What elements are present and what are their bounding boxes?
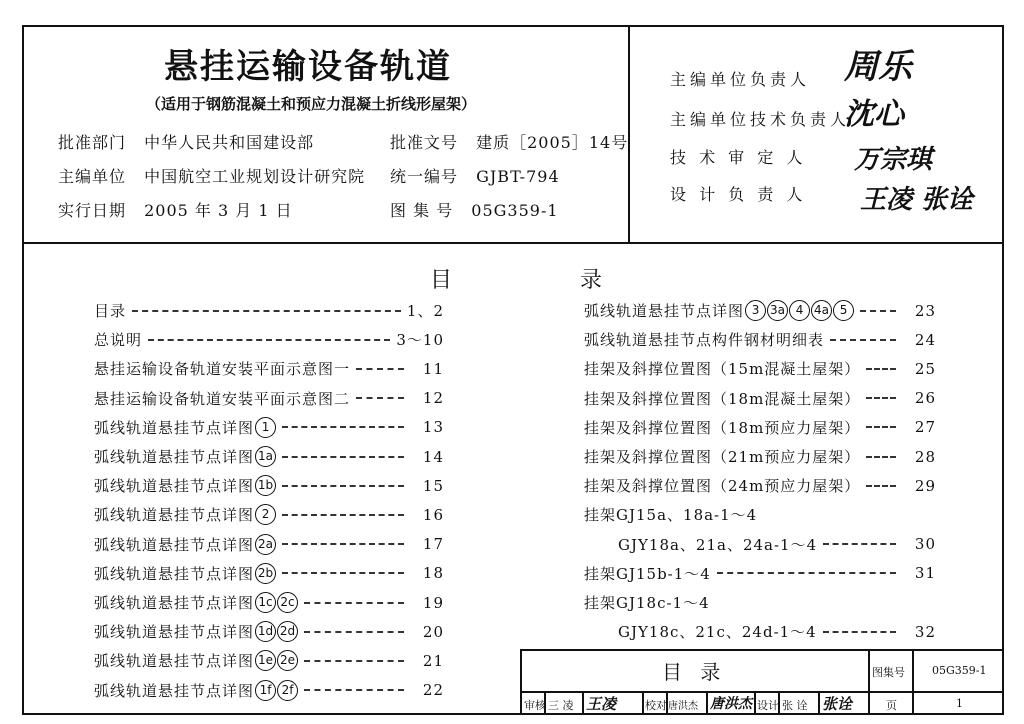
detail-mark-circle: 1c (255, 592, 276, 613)
info-label: 实行日期 (58, 201, 127, 220)
detail-mark-circle: 2a (255, 534, 276, 555)
toc-leader-line (304, 631, 404, 633)
toc-entry (584, 300, 936, 321)
toc-entry (584, 358, 936, 379)
toc-entry-page: 12 (422, 389, 444, 408)
signature-chief: 周乐 (844, 47, 912, 87)
toc-entry-label: 弧线轨道悬挂节点详图 (584, 302, 745, 320)
detail-mark-circle: 2 (255, 504, 276, 525)
info-value: 05G359-1 (471, 201, 559, 220)
detail-mark-circle: 2b (255, 563, 276, 584)
detail-mark-circle: 1d (255, 621, 276, 642)
toc-entry-page: 15 (422, 476, 444, 495)
info-value: 中国航空工业规划设计研究院 (144, 167, 366, 186)
toc-entry (94, 504, 444, 525)
info-label: 主编单位 (58, 167, 127, 186)
toc-entry-page: 23 (914, 301, 936, 320)
detail-mark-circle: 1e (255, 650, 276, 671)
toc-entry-page: 22 (422, 681, 444, 700)
detail-mark-circle: 1b (255, 475, 276, 496)
toc-entry (94, 388, 444, 409)
toc-entry-page: 27 (914, 418, 936, 437)
atlas-title: 悬挂运输设备轨道 (164, 47, 452, 87)
page-number: 1 (956, 697, 963, 710)
checker-signature: 唐洪杰 (710, 696, 752, 712)
toc-leader-line (132, 310, 401, 312)
toc-entry-label: 弧线轨道悬挂节点详图 (94, 418, 255, 437)
designer-name: 张 诠 (782, 699, 808, 712)
toc-entry-label: 挂架及斜撑位置图（24m预应力屋架） (584, 477, 861, 496)
toc-entry (94, 592, 444, 613)
title-block (520, 649, 1004, 715)
reviewer-label: 审核 (524, 699, 546, 712)
toc-entry-label: 挂架及斜撑位置图（18m预应力屋架） (584, 418, 861, 437)
toc-entry-label: 弧线轨道悬挂节点详图 (94, 623, 255, 642)
toc-entry (584, 417, 936, 438)
toc-entry-label: 弧线轨道悬挂节点构件钢材明细表 (584, 331, 825, 350)
toc-entry (584, 388, 936, 409)
toc-leader-line (148, 339, 390, 341)
title-block-atlas-label: 图集号 (872, 666, 905, 679)
title-block-atlas-no: 05G359-1 (932, 664, 987, 677)
toc-entry-label: 弧线轨道悬挂节点详图 (94, 535, 255, 554)
toc-entry (584, 446, 936, 467)
toc-entry-label: 弧线轨道悬挂节点详图 (94, 448, 255, 466)
detail-mark-circle: 4 (789, 300, 810, 321)
toc-entry (584, 329, 936, 350)
toc-entry (94, 358, 444, 379)
toc-entry-label: 弧线轨道悬挂节点详图 (94, 681, 255, 700)
toc-entry (584, 475, 936, 496)
info-unified-no (390, 164, 560, 187)
detail-mark-circle: 2d (277, 621, 298, 642)
toc-entry-label: 挂架GJ15b-1～4 (584, 564, 711, 583)
page-label: 页 (886, 699, 897, 712)
signature-tech: 沈心 (844, 97, 904, 132)
toc-entry-label: 弧线轨道悬挂节点详图 (94, 652, 255, 671)
toc-entry (94, 446, 444, 467)
title-block-name: 目 录 (662, 660, 727, 684)
toc-entry-label: GJY18a、21a、24a-1～4 (618, 535, 818, 554)
toc-entry-page: 32 (914, 622, 936, 641)
toc-leader-line (866, 397, 896, 399)
info-value: 建质［2005］14号 (476, 133, 629, 152)
toc-entry (94, 563, 444, 584)
reviewer-name: 三 凌 (548, 699, 574, 712)
toc-heading-left: 目 (430, 268, 453, 293)
toc-entry-label: 挂架GJ18c-1～4 (584, 594, 710, 612)
info-label: 统一编号 (390, 167, 459, 186)
toc-entry-page: 30 (914, 535, 936, 554)
toc-leader-line (866, 368, 896, 370)
resp-role-chief: 主编单位负责人 (670, 70, 811, 89)
toc-entry-page: 31 (914, 564, 936, 583)
info-label: 图 集 号 (390, 201, 454, 220)
toc-entry-page: 17 (422, 535, 444, 554)
toc-entry-page: 28 (914, 447, 936, 466)
toc-entry-label: GJY18c、21c、24d-1～4 (618, 623, 817, 642)
toc-entry-page: 21 (422, 651, 444, 670)
info-label: 批准文号 (390, 133, 459, 152)
toc-entry-page: 26 (914, 389, 936, 408)
toc-entry-page: 18 (422, 564, 444, 583)
signature-design: 王凌 张诠 (860, 185, 974, 215)
toc-leader-line (860, 310, 896, 312)
toc-entry-page: 19 (422, 593, 444, 612)
toc-leader-line (717, 572, 896, 574)
resp-role-review: 技 术 审 定 人 (670, 148, 807, 167)
toc-entry-page: 11 (422, 359, 444, 378)
toc-entry-page: 20 (422, 622, 444, 641)
toc-entry (94, 329, 444, 350)
toc-entry-label: 悬挂运输设备轨道安装平面示意图二 (94, 389, 351, 408)
toc-leader-line (282, 485, 404, 487)
info-value: 中华人民共和国建设部 (144, 133, 315, 152)
info-value: GJBT-794 (476, 167, 560, 186)
detail-mark-circle: 5 (833, 300, 854, 321)
info-chief-editor (58, 164, 365, 187)
toc-entry-page: 13 (422, 418, 444, 437)
detail-mark-circle: 2e (277, 650, 298, 671)
info-atlas-no (390, 198, 559, 221)
designer-signature: 张诠 (822, 695, 853, 713)
toc-leader-line (356, 397, 404, 399)
toc-leader-line (823, 631, 896, 633)
toc-leader-line (304, 689, 404, 691)
reviewer-signature: 王凌 (586, 695, 617, 713)
toc-leader-line (830, 339, 896, 341)
toc-entry (94, 650, 444, 671)
toc-entry-label: 挂架及斜撑位置图（18m混凝土屋架） (584, 389, 861, 408)
header-vertical-divider (628, 27, 630, 242)
toc-entry (94, 475, 444, 496)
toc-entry-page: 25 (914, 359, 936, 378)
detail-mark-circle: 2c (277, 592, 298, 613)
toc-entry-label: 弧线轨道悬挂节点详图 (94, 506, 255, 525)
toc-leader-line (282, 426, 404, 428)
info-approval-dept (58, 130, 314, 153)
resp-role-design: 设 计 负 责 人 (670, 185, 807, 204)
info-approval-no (390, 130, 628, 153)
toc-entry-label: 挂架及斜撑位置图（15m混凝土屋架） (584, 360, 861, 379)
toc-entry-label: 目录 (94, 302, 127, 320)
toc-entry-label: 弧线轨道悬挂节点详图 (94, 477, 255, 496)
toc-entry (94, 300, 444, 321)
toc-leader-line (866, 485, 896, 487)
toc-leader-line (866, 426, 896, 428)
toc-entry-label: 悬挂运输设备轨道安装平面示意图一 (94, 360, 351, 379)
signature-review: 万宗琪 (854, 145, 933, 175)
toc-entry-page: 14 (422, 447, 444, 466)
detail-mark-circle: 1a (255, 446, 276, 467)
toc-entry-label: 弧线轨道悬挂节点详图 (94, 594, 255, 612)
toc-leader-line (866, 456, 896, 458)
toc-entry (94, 680, 444, 701)
toc-entry (618, 621, 936, 642)
toc-entry (94, 534, 444, 555)
toc-leader-line (282, 572, 404, 574)
toc-entry (94, 621, 444, 642)
toc-leader-line (304, 660, 404, 662)
info-label: 批准部门 (58, 133, 127, 152)
toc-entry (584, 504, 936, 525)
toc-leader-line (282, 543, 404, 545)
toc-entry-label: 挂架及斜撑位置图（21m预应力屋架） (584, 448, 861, 466)
detail-mark-circle: 1f (255, 680, 276, 701)
toc-leader-line (282, 514, 404, 516)
toc-entry (618, 534, 936, 555)
toc-entry-label: 弧线轨道悬挂节点详图 (94, 564, 255, 583)
detail-mark-circle: 3a (767, 300, 788, 321)
info-value: 2005 年 3 月 1 日 (144, 201, 293, 220)
resp-role-tech: 主编单位技术负责人 (670, 110, 851, 129)
toc-entry (584, 592, 936, 613)
checker-name: 唐洪杰 (668, 701, 698, 712)
detail-mark-circle: 2f (277, 680, 298, 701)
toc-entry (584, 563, 936, 584)
toc-entry-label: 挂架GJ15a、18a-1～4 (584, 506, 758, 525)
toc-entry-page: 16 (422, 505, 444, 524)
checker-label: 校对 (645, 699, 667, 712)
header-divider (24, 242, 1002, 244)
detail-mark-circle: 4a (811, 300, 832, 321)
toc-leader-line (356, 368, 404, 370)
toc-entry-page: 3～10 (396, 331, 444, 350)
toc-entry-page: 24 (914, 330, 936, 349)
detail-mark-circle: 3 (745, 300, 766, 321)
toc-entry-label: 总说明 (94, 331, 143, 350)
toc-entry-page: 29 (914, 476, 936, 495)
designer-label: 设计 (757, 699, 779, 712)
info-effective-date (58, 198, 293, 221)
drawing-frame (22, 25, 1004, 715)
toc-leader-line (823, 543, 896, 545)
toc-leader-line (282, 456, 404, 458)
toc-entry-page: 1、2 (406, 302, 444, 320)
toc-heading-right: 录 (580, 268, 603, 293)
toc-leader-line (304, 602, 404, 604)
detail-mark-circle: 1 (255, 417, 276, 438)
toc-entry (94, 417, 444, 438)
atlas-subtitle: （适用于钢筋混凝土和预应力混凝土折线形屋架） (146, 95, 477, 113)
